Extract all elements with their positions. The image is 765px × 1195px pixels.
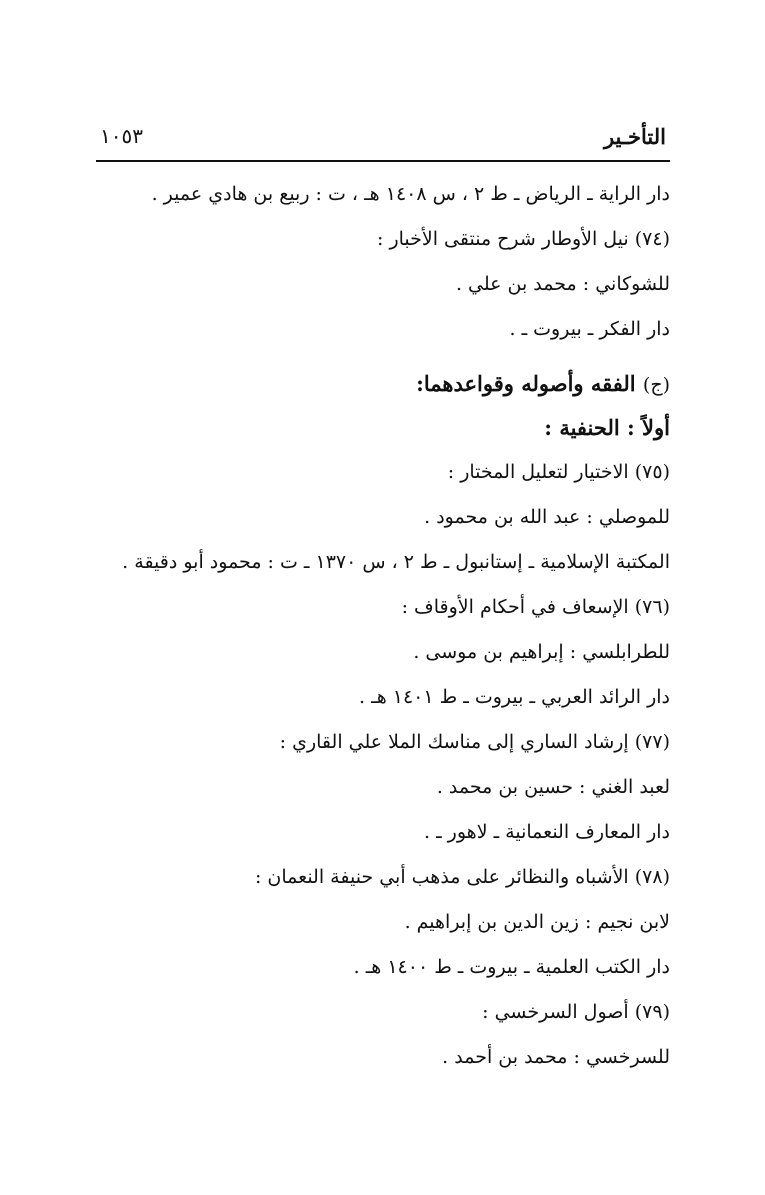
bibliography-body	[90, 182, 670, 1090]
entry-title-75: (٧٥) الاختيار لتعليل المختار :	[447, 461, 670, 483]
text-line: لعبد الغني : حسين بن محمد .	[436, 776, 670, 798]
section-heading	[90, 370, 670, 398]
text-line: للسرخسي : محمد بن أحمد .	[442, 1046, 670, 1068]
text-line: دار الرائد العربي ـ بيروت ـ ط ١٤٠١ هـ .	[359, 686, 670, 708]
section-label: (ج)	[642, 374, 670, 396]
text-line: دار الراية ـ الرياض ـ ط ٢ ، س ١٤٠٨ هـ ، ت : ربيع بن هادي عمير .	[151, 183, 670, 205]
page-header	[96, 122, 666, 156]
text-line: للشوكاني : محمد بن علي .	[455, 273, 670, 295]
running-title: التأخـير	[603, 124, 666, 149]
text-line: دار الكتب العلمية ـ بيروت ـ ط ١٤٠٠ هـ .	[353, 956, 670, 978]
entry-title-78: (٧٨) الأشباه والنظائر على مذهب أبي حنيفة النعمان :	[254, 866, 670, 888]
page-number: ١٠٥٣	[100, 124, 143, 148]
text-line: للطرابلسي : إبراهيم بن موسى .	[413, 641, 670, 663]
text-line: للموصلي : عبد الله بن محمود .	[424, 506, 670, 528]
section-title: الفقه وأصوله وقواعدهما:	[416, 371, 643, 396]
header-rule	[96, 160, 670, 162]
entry-title-76: (٧٦) الإسعاف في أحكام الأوقاف :	[401, 596, 670, 618]
entry-title-79: (٧٩) أصول السرخسي :	[482, 1001, 670, 1023]
entry-title-77: (٧٧) إرشاد الساري إلى مناسك الملا علي القاري :	[279, 731, 670, 753]
text-line: دار الفكر ـ بيروت ـ .	[509, 318, 670, 340]
entry-title-74: (٧٤) نيل الأوطار شرح منتقى الأخبار :	[377, 228, 670, 250]
text-line: دار المعارف النعمانية ـ لاهور ـ .	[424, 821, 670, 843]
text-line: المكتبة الإسلامية ـ إستانبول ـ ط ٢ ، س ١٣٧٠ ـ ت : محمود أبو دقيقة .	[122, 551, 670, 573]
text-line: لابن نجيم : زين الدين بن إبراهيم .	[404, 911, 670, 933]
subsection-heading: أولاً : الحنفية :	[544, 415, 670, 440]
